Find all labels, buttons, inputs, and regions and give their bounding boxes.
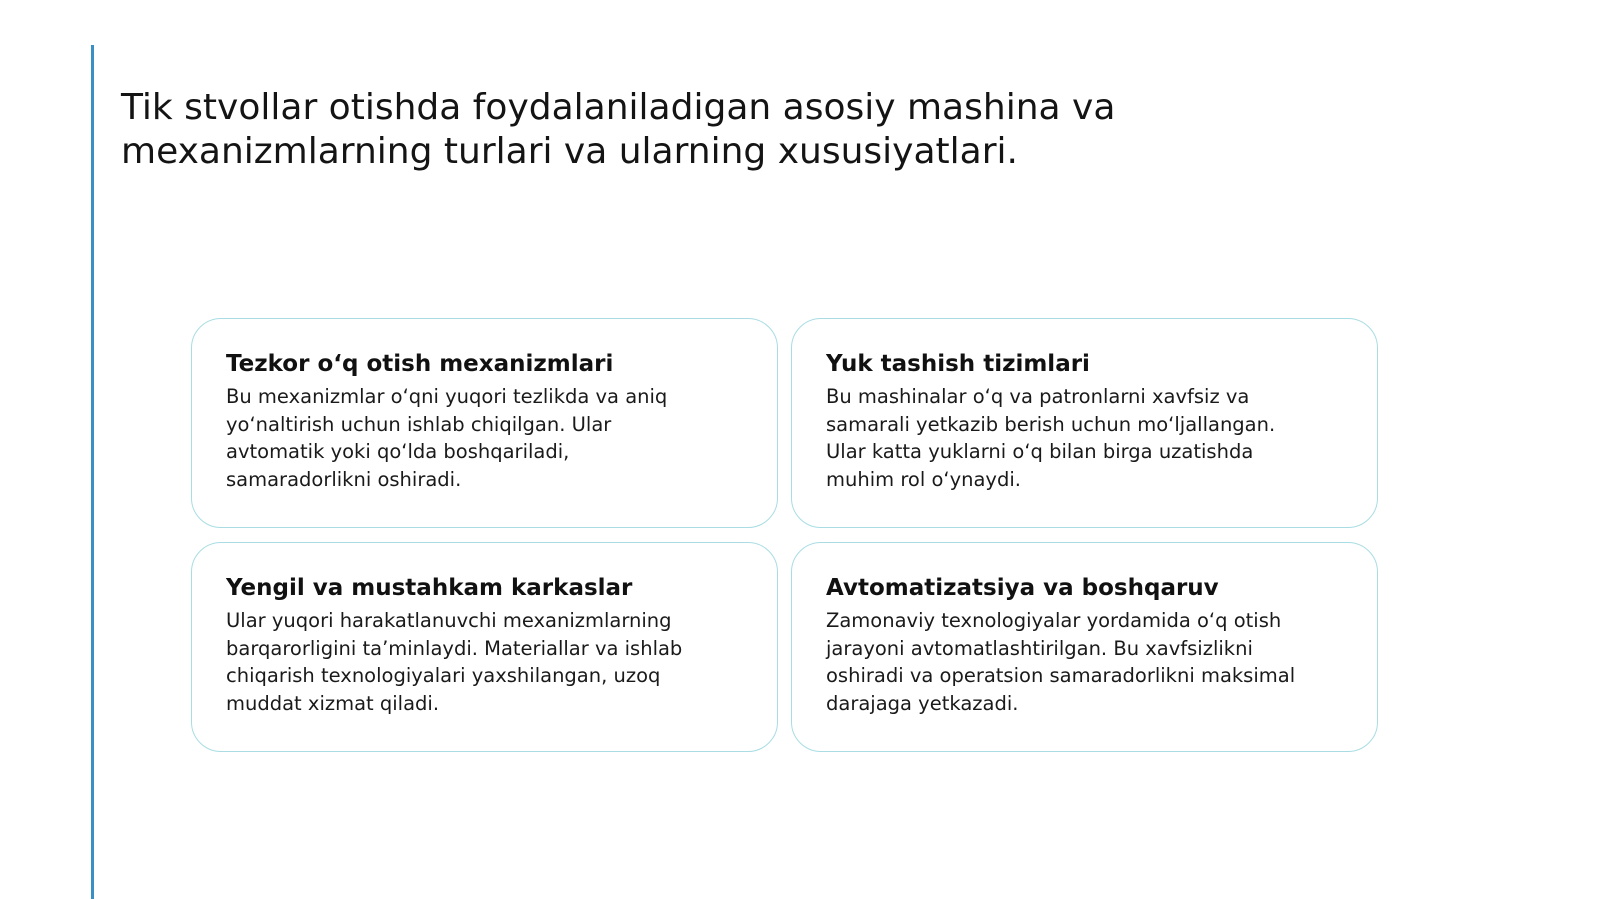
card-description-line: yo‘naltirish uchun ishlab chiqilgan. Ular xyxy=(226,412,612,436)
card-description-line: Ular yuqori harakatlanuvchi mexanizmlarning xyxy=(226,609,672,632)
card-description-line: samarali yetkazib berish uchun mo‘ljallangan. xyxy=(826,412,1276,436)
card-description xyxy=(826,607,1347,717)
card-description-line: muddat xizmat qiladi. xyxy=(226,691,440,715)
card-description-line: samaradorlikni oshiradi. xyxy=(226,467,462,491)
card-description-line: Bu mashinalar o‘q va patronlarni xavfsiz va xyxy=(826,385,1250,408)
card-description-line: Zamonaviy texnologiyalar yordamida o‘q otish xyxy=(826,609,1282,632)
card-description-line: oshiradi va operatsion samaradorlikni maksimal xyxy=(826,664,1296,687)
card-description-line: jarayoni avtomatlashtirilgan. Bu xavfsizlikni xyxy=(826,636,1253,660)
accent-bar xyxy=(91,45,94,899)
card-automation-control xyxy=(791,542,1378,752)
slide-title-line: Tik stvollar otishda foydalaniladigan asosiy mashina va xyxy=(121,87,1116,128)
card-cargo-systems xyxy=(791,318,1378,528)
card-description-line: chiqarish texnologiyalari yaxshilangan, uzoq xyxy=(226,664,661,687)
card-description-line: Ular katta yuklarni o‘q bilan birga uzatishda xyxy=(826,440,1254,463)
slide-title-line: mexanizmlarning turlari va ularning xususiyatlari. xyxy=(121,131,1018,172)
card-description xyxy=(226,383,747,493)
card-fast-firing-mechanisms xyxy=(191,318,778,528)
card-title: Tezkor o‘q otish mexanizmlari xyxy=(226,351,614,377)
card-title: Yengil va mustahkam karkaslar xyxy=(226,575,633,601)
card-title: Avtomatizatsiya va boshqaruv xyxy=(826,575,1219,601)
card-description-line: avtomatik yoki qo‘lda boshqariladi, xyxy=(226,440,570,463)
card-title: Yuk tashish tizimlari xyxy=(826,351,1090,377)
card-description-line: darajaga yetkazadi. xyxy=(826,691,1019,715)
card-description-line: barqarorligini ta’minlaydi. Materiallar va ishlab xyxy=(226,636,683,660)
card-light-frames xyxy=(191,542,778,752)
card-description-line: muhim rol o‘ynaydi. xyxy=(826,467,1021,491)
card-description xyxy=(226,607,747,717)
card-description-line: Bu mexanizmlar o‘qni yuqori tezlikda va aniq xyxy=(226,385,668,408)
slide-title xyxy=(121,86,1301,174)
card-description xyxy=(826,383,1347,493)
